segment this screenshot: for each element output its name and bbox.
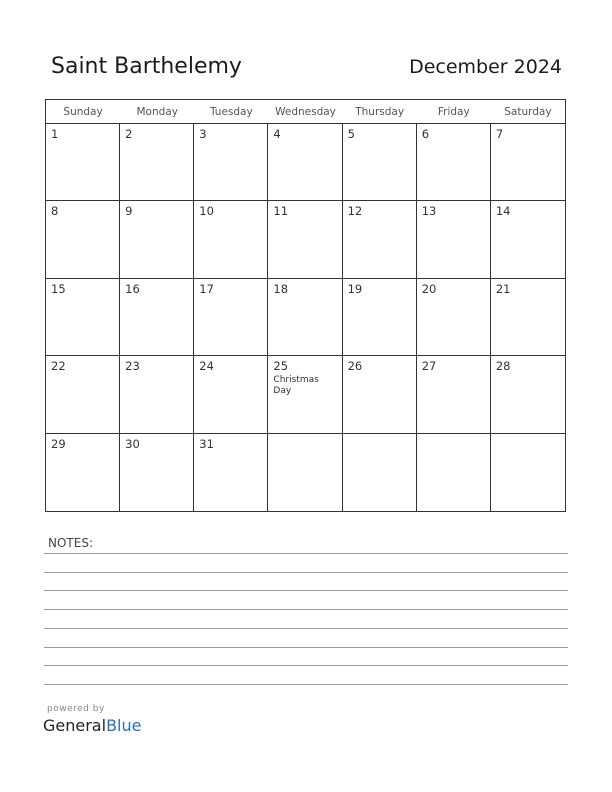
notes-label: NOTES: bbox=[48, 536, 93, 550]
day-cell bbox=[343, 356, 417, 433]
day-cell bbox=[46, 434, 120, 511]
day-number: 2 bbox=[125, 127, 133, 141]
day-number: 8 bbox=[51, 204, 59, 219]
day-cell bbox=[46, 356, 120, 433]
day-number: 21 bbox=[495, 281, 511, 296]
day-number: 7 bbox=[495, 127, 504, 141]
note-line bbox=[44, 647, 568, 648]
day-cell bbox=[268, 434, 342, 511]
brand-blue: Blue bbox=[106, 716, 142, 735]
day-number: 1 bbox=[51, 127, 59, 141]
holiday-label: Christmas Day bbox=[273, 375, 319, 397]
day-cell bbox=[120, 356, 194, 433]
day-cell bbox=[491, 434, 565, 511]
day-cell bbox=[46, 279, 120, 356]
country-title: Saint Barthelemy bbox=[51, 54, 242, 79]
day-number: 14 bbox=[495, 204, 511, 219]
day-number: 28 bbox=[495, 359, 511, 374]
day-number: 9 bbox=[125, 204, 133, 219]
day-number: 13 bbox=[421, 204, 437, 219]
day-cell bbox=[491, 356, 565, 433]
day-cell bbox=[417, 124, 491, 201]
day-cell bbox=[46, 201, 120, 278]
day-cell bbox=[120, 434, 194, 511]
day-cell bbox=[417, 434, 491, 511]
day-cell bbox=[491, 279, 565, 356]
day-number: 25 bbox=[273, 359, 289, 374]
weekday-header: Friday bbox=[417, 100, 491, 124]
day-cell bbox=[268, 124, 342, 201]
day-number: 23 bbox=[125, 359, 140, 374]
day-cell bbox=[417, 356, 491, 433]
day-cell bbox=[343, 124, 417, 201]
day-number: 17 bbox=[199, 281, 214, 296]
day-cell bbox=[46, 124, 120, 201]
day-cell bbox=[194, 356, 268, 433]
day-cell bbox=[491, 201, 565, 278]
note-line bbox=[44, 609, 568, 610]
brand-general: General bbox=[43, 716, 107, 735]
day-number: 31 bbox=[199, 436, 214, 451]
weekday-header: Thursday bbox=[343, 100, 417, 124]
generalblue-logo bbox=[43, 716, 141, 735]
day-cell bbox=[120, 279, 194, 356]
note-line bbox=[44, 628, 568, 629]
note-line bbox=[44, 590, 568, 591]
note-line bbox=[44, 684, 568, 685]
note-line bbox=[44, 553, 568, 554]
day-cell bbox=[268, 356, 342, 433]
day-number: 22 bbox=[51, 359, 66, 374]
day-number: 18 bbox=[273, 281, 289, 296]
weekday-header: Wednesday bbox=[268, 100, 342, 124]
day-cell bbox=[268, 279, 342, 356]
day-number: 12 bbox=[347, 204, 363, 219]
day-cell bbox=[194, 201, 268, 278]
day-number: 30 bbox=[125, 436, 140, 451]
calendar-grid bbox=[45, 99, 566, 512]
day-cell bbox=[343, 201, 417, 278]
note-line bbox=[44, 665, 568, 666]
weekday-header: Sunday bbox=[46, 100, 120, 124]
day-number: 3 bbox=[199, 127, 207, 141]
month-year-title: December 2024 bbox=[409, 56, 562, 78]
day-number: 26 bbox=[347, 359, 363, 374]
day-cell bbox=[120, 124, 194, 201]
weekday-header: Saturday bbox=[491, 100, 565, 124]
day-cell bbox=[417, 279, 491, 356]
day-number: 11 bbox=[273, 204, 289, 219]
day-number: 16 bbox=[125, 281, 140, 296]
day-cell bbox=[194, 434, 268, 511]
day-number: 15 bbox=[51, 281, 66, 296]
day-number: 24 bbox=[199, 359, 214, 374]
day-number: 10 bbox=[199, 204, 214, 219]
note-line bbox=[44, 572, 568, 573]
day-number: 27 bbox=[421, 359, 437, 374]
day-number: 6 bbox=[421, 127, 430, 141]
day-number: 29 bbox=[51, 436, 66, 451]
powered-by-text: powered by bbox=[47, 704, 105, 714]
day-cell bbox=[491, 124, 565, 201]
weekday-header: Monday bbox=[120, 100, 194, 124]
day-cell bbox=[120, 201, 194, 278]
weekday-header: Tuesday bbox=[194, 100, 268, 124]
day-number: 20 bbox=[421, 281, 437, 296]
day-number: 19 bbox=[347, 281, 363, 296]
day-cell bbox=[194, 124, 268, 201]
day-number: 4 bbox=[273, 127, 281, 141]
day-cell bbox=[268, 201, 342, 278]
day-cell bbox=[343, 434, 417, 511]
day-cell bbox=[343, 279, 417, 356]
day-number: 5 bbox=[347, 127, 355, 141]
day-cell bbox=[194, 279, 268, 356]
day-cell bbox=[417, 201, 491, 278]
